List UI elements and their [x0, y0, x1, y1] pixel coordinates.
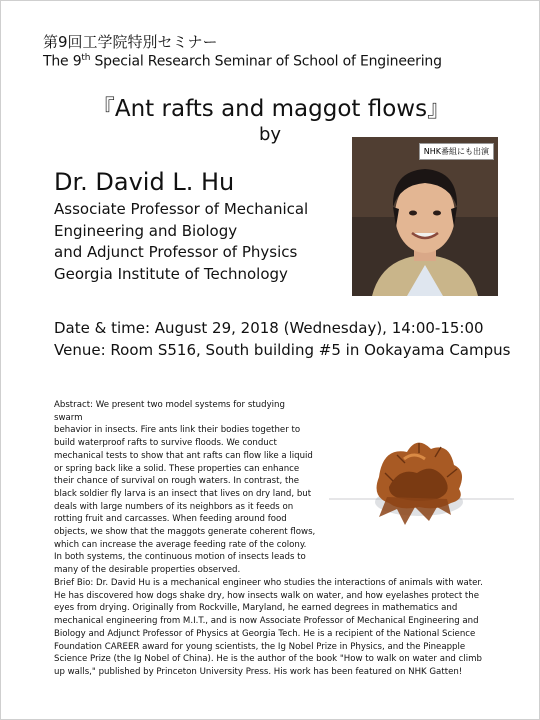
- affiliation-line: and Adjunct Professor of Physics: [54, 243, 298, 261]
- abstract-text: Abstract: We present two model systems for studying swarm behavior in insects. Fire ants link their bodies together to build waterproof rafts to survive floods. We conduct mechanical tests to show that ant rafts can flow like a liquid or spring back like a solid. These properties can enhance their chance of survival on rough waters. In contrast, the black soldier fly larva is an insect that lives on dry land, but deals with large numbers of its neighbors as it feeds on rotting fruit and carcasses. When feeding around food objects, we show that the maggots generate coherent flows, which can increase the average feeding rate of the colony. In both systems, the continuous motion of insects leads to many of the desirable properties observed.: [54, 400, 316, 576]
- by-label: by: [259, 124, 282, 145]
- bio-text: Brief Bio: Dr. David Hu is a mechanical engineer who studies the interactions of animals with water. He has discovered how dogs shake dry, how insects walk on water, and how eyelashes protect the eyes from drying. Originally from Rockville, Maryland, he earned degrees in mathematics and mechanical engineering from M.I.T., and is now Associate Professor of Mechanical Engineering and Biology and Adjunct Professor of Physics at Georgia Tech. He is a recipient of the National Science Foundation CAREER award for young scientists, the Ig Nobel Prize in Physics, and the Pineapple Science Prize (the Ig Nobel of China). He is the author of the book "How to walk on water and climb up walls," published by Princeton University Press. His work has been featured on NHK Gatten!: [54, 578, 483, 677]
- seminar-header-japanese: 第9回工学院特別セミナー: [43, 33, 218, 51]
- header-english-ordinal: th: [81, 53, 91, 63]
- affiliation-line: Associate Professor of Mechanical: [54, 200, 309, 218]
- nhk-appearance-badge: NHK番組にも出演: [419, 143, 494, 160]
- header-english-prefix: The 9: [43, 53, 82, 70]
- ant-raft-illustration: [319, 407, 534, 587]
- talk-title: 『Ant rafts and maggot flows』: [91, 96, 451, 122]
- speaker-affiliation: [54, 199, 308, 285]
- speaker-name: Dr. David L. Hu: [54, 168, 235, 196]
- speaker-photo: [352, 137, 498, 296]
- header-english-suffix: Special Research Seminar of School of Engineering: [90, 53, 442, 70]
- speaker-portrait-illustration: [352, 137, 498, 296]
- affiliation-line: Georgia Institute of Technology: [54, 264, 288, 283]
- event-date: Date & time: August 29, 2018 (Wednesday), 14:00-15:00: [54, 319, 484, 337]
- ant-raft-image: [319, 407, 534, 587]
- event-details: [54, 317, 510, 361]
- event-venue: Venue: Room S516, South building #5 in Ookayama Campus: [54, 341, 511, 359]
- seminar-header-english: [43, 53, 442, 70]
- affiliation-line: Engineering and Biology: [54, 221, 238, 240]
